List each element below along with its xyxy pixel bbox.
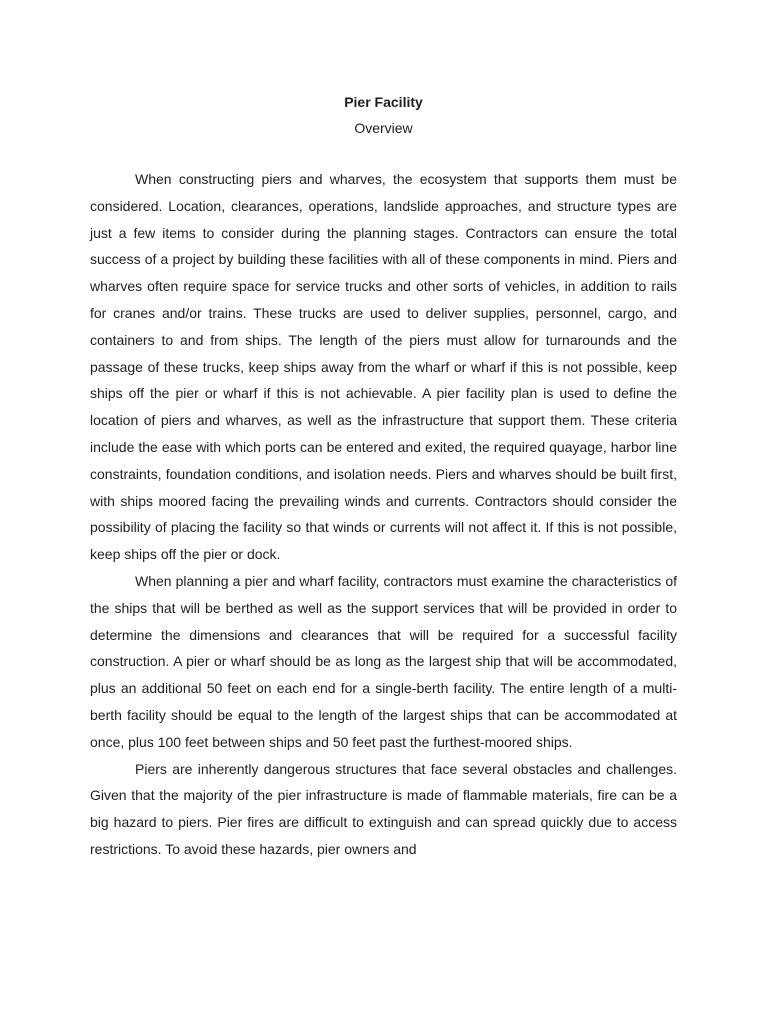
document-body [90, 92, 677, 863]
paragraph-3: Piers are inherently dangerous structures that face several obstacles and challenges. Given that the majority of the pier infrastructure is made of flammable materials, fire can be a big hazard to piers. Pier fires are difficult to extinguish and can spread quickly due to access restrictions. To avoid these hazards, pier owners and [90, 760, 677, 857]
document-title: Pier Facility [344, 94, 423, 110]
document-subtitle: Overview [354, 120, 413, 136]
paragraph-2: When planning a pier and wharf facility, contractors must examine the characteristics of the ships that will be berthed as well as the support services that will be provided in order to determine the dimensions and clearances that will be required for a successful facility construction. A pier or wharf should be as long as the largest ship that will be accommodated, plus an additional 50 feet on each end for a single-berth facility. The entire length of a multi-berth facility should be equal to the length of the largest ships that can be accommodated at once, plus 100 feet between ships and 50 feet past the furthest-moored ships. [90, 572, 677, 750]
paragraph-1: When constructing piers and wharves, the ecosystem that supports them must be considered. Location, clearances, operations, landslide approaches, and structure types are just a few items to consider during the planning stages. Contractors can ensure the total success of a project by building these facilities with all of these components in mind. Piers and wharves often require space for service trucks and other sorts of vehicles, in addition to rails for cranes and/or trains. These trucks are used to deliver supplies, personnel, cargo, and containers to and from ships. The length of the piers must allow for turnarounds and the passage of these trucks, keep ships away from the wharf or wharf if this is not possible, keep ships off the pier or wharf if this is not achievable. A pier facility plan is used to define the location of piers and wharves, as well as the infrastructure that support them. These criteria include the ease with which ports can be entered and exited, the required quayage, harbor line constraints, foundation conditions, and isolation needs. Piers and wharves should be built first, with ships moored facing the prevailing winds and currents. Contractors should consider the possibility of placing the facility so that winds or currents will not affect it. If this is not possible, keep ships off the pier or dock. [90, 171, 677, 563]
